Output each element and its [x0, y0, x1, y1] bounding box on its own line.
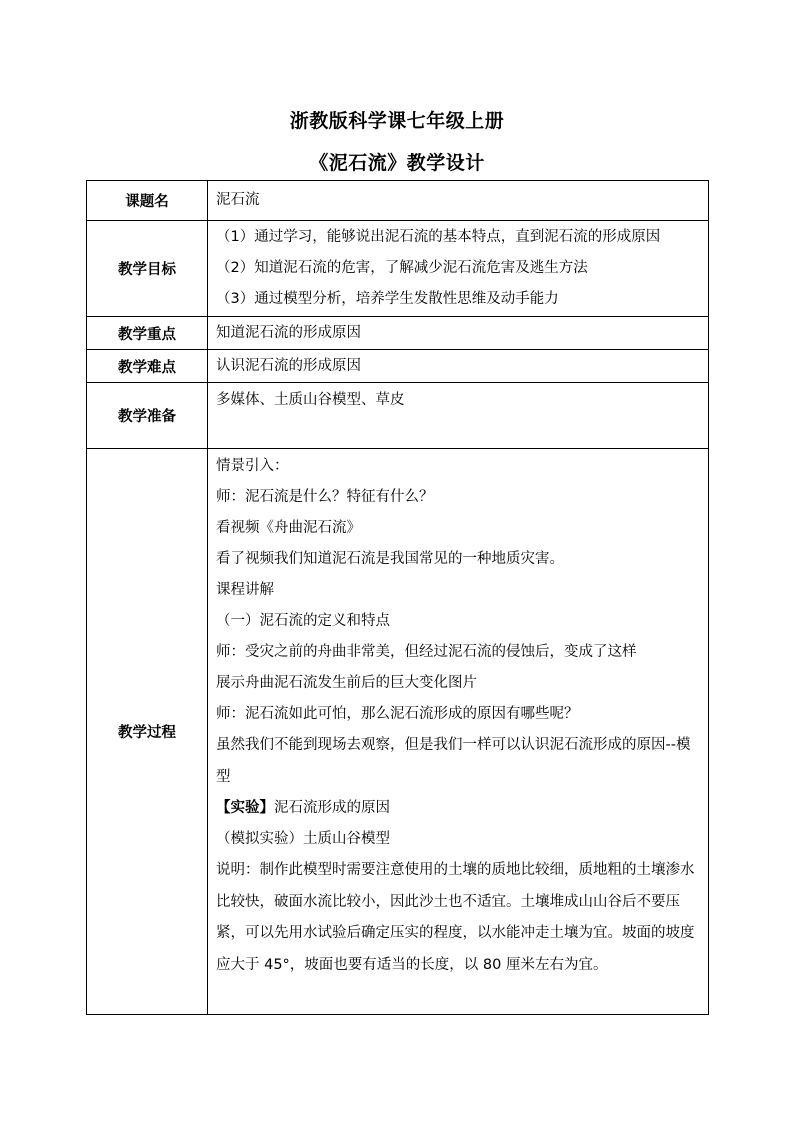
preparation-value: 多媒体、土质山谷模型、草皮 — [216, 392, 405, 408]
process-paragraph: 虽然我们不能到现场去观察，但是我们一样可以认识泥石流形成的原因--模型 — [216, 737, 691, 785]
key-point-label: 教学重点 — [87, 317, 208, 350]
table-row-key-point — [87, 317, 709, 350]
topic-label: 课题名 — [87, 181, 208, 221]
process-label: 教学过程 — [87, 449, 208, 1015]
objective-item: （2）知道泥石流的危害，了解减少泥石流危害及逃生方法 — [216, 260, 588, 276]
key-point-value: 知道泥石流的形成原因 — [216, 324, 361, 341]
lesson-plan-table — [86, 180, 709, 1015]
document-title: 浙教版科学课七年级上册 — [289, 110, 505, 132]
objectives-label: 教学目标 — [87, 221, 208, 317]
table-row-objectives — [87, 221, 709, 317]
explanation-paragraph: 说明：制作此模型时需要注意使用的土壤的质地比较细，质地粗的土壤渗水比较快，破面水流比较小，因此沙土也不适宜。土壤堆成山山谷后不要压紧，可以先用水试验后确定压实的程度，以水能冲走土壤为宜。坡面的坡度应大于 45°，坡面也要有适当的长度，以 80 厘米左右为宜。 — [216, 862, 695, 973]
process-line: （一）泥石流的定义和特点 — [216, 613, 390, 629]
experiment-text: 泥石流形成的原因 — [274, 800, 390, 816]
process-line: 看了视频我们知道泥石流是我国常见的一种地质灾害。 — [216, 551, 564, 567]
objective-item: （1）通过学习，能够说出泥石流的基本特点，直到泥石流的形成原因 — [216, 229, 661, 245]
process-line: 课程讲解 — [216, 582, 274, 598]
table-row-difficulty — [87, 350, 709, 383]
process-line: 师：泥石流如此可怕，那么泥石流形成的原因有哪些呢？ — [216, 706, 579, 722]
table-row-topic — [87, 181, 709, 221]
process-line: 看视频《舟曲泥石流》 — [216, 520, 361, 536]
document-subtitle: 《泥石流》教学设计 — [309, 152, 485, 174]
difficulty-label: 教学难点 — [87, 350, 208, 383]
experiment-heading — [216, 793, 702, 824]
difficulty-value: 认识泥石流的形成原因 — [216, 357, 361, 374]
process-line: 师：泥石流是什么？特征有什么？ — [216, 489, 434, 505]
preparation-label: 教学准备 — [87, 383, 208, 449]
experiment-tag: 【实验】 — [216, 800, 274, 816]
process-line: 情景引入： — [216, 458, 289, 474]
process-line: 师：受灾之前的舟曲非常美，但经过泥石流的侵蚀后，变成了这样 — [216, 644, 637, 660]
simulation-line: （模拟实验）土质山谷模型 — [216, 831, 390, 847]
objective-item: （3）通过模型分析，培养学生发散性思维及动手能力 — [216, 291, 559, 307]
table-row-preparation — [87, 383, 709, 449]
process-line: 展示舟曲泥石流发生前后的巨大变化图片 — [216, 675, 477, 691]
topic-value: 泥石流 — [216, 192, 260, 208]
table-row-process — [87, 449, 709, 1015]
